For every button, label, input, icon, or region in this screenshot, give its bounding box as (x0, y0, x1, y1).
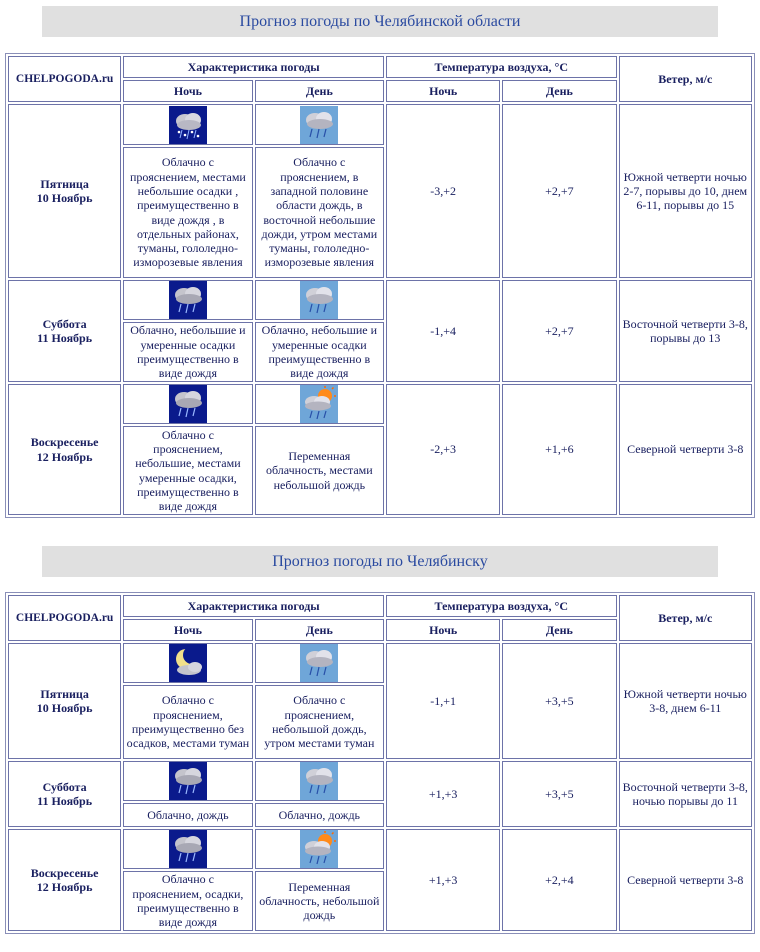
day-weather-icon-cell (255, 761, 384, 801)
sun-rain-clouds-icon (300, 385, 338, 423)
night-weather-description: Облачно, дождь (123, 803, 252, 827)
rain-clouds-icon (300, 644, 338, 682)
day-label (8, 280, 121, 382)
day-weather-icon-cell (255, 829, 384, 869)
wind-value: Восточной четверти 3-8, порывы до 13 (619, 280, 752, 382)
night-rain-clouds-icon (169, 762, 207, 800)
temp-night-value: -2,+3 (386, 384, 500, 515)
night-rain-clouds-icon (169, 281, 207, 319)
night-weather-description: Облачно с прояснением, небольшие, местами умеренные осадки, преимущественно в виде дождя (123, 426, 252, 515)
wind-value: Южной четверти ночью 2-7, порывы до 10, днем 6-11, порывы до 15 (619, 104, 752, 278)
region-forecast-table (5, 53, 755, 518)
night-weather-description: Облачно, небольшие и умеренные осадки преимущественно в виде дождя (123, 322, 252, 382)
weather-characteristic-header: Характеристика погоды (123, 56, 384, 78)
city-forecast-table (5, 592, 755, 934)
site-brand[interactable]: CHELPOGODA.ru (8, 595, 121, 641)
day-label (8, 104, 121, 278)
temp-night-value: +1,+3 (386, 829, 500, 931)
temp-day-value: +3,+5 (502, 761, 616, 827)
day-weather-icon-cell (255, 643, 384, 683)
day-weather-description: Переменная облачность, местами небольшой дождь (255, 426, 384, 515)
temp-day-value: +2,+7 (502, 104, 616, 278)
date: 11 Ноябрь (37, 331, 93, 345)
day-weather-description: Облачно, небольшие и умеренные осадки преимущественно в виде дождя (255, 322, 384, 382)
rain-clouds-icon (300, 106, 338, 144)
wind-value: Восточной четверти 3-8, ночью порывы до 11 (619, 761, 752, 827)
temp-night-value: -1,+4 (386, 280, 500, 382)
air-temperature-header: Температура воздуха, °С (386, 56, 616, 78)
weather-night-header: Ночь (123, 80, 252, 102)
rain-clouds-icon (300, 281, 338, 319)
weekday: Пятница (40, 686, 89, 701)
wind-header: Ветер, м/с (619, 56, 752, 102)
temp-day-value: +2,+7 (502, 280, 616, 382)
night-weather-icon-cell (123, 104, 252, 145)
temp-night-header: Ночь (386, 80, 500, 102)
rain-clouds-icon (300, 762, 338, 800)
weekday: Суббота (42, 316, 87, 331)
weather-day-header: День (255, 619, 384, 641)
weather-day-header: День (255, 80, 384, 102)
weekday: Воскресенье (30, 435, 99, 450)
night-weather-icon-cell (123, 643, 252, 683)
date: 12 Ноябрь (36, 880, 93, 894)
day-weather-description: Переменная облачность, небольшой дождь (255, 871, 384, 931)
wind-value: Южной четверти ночью 3-8, днем 6-11 (619, 643, 752, 759)
temp-day-value: +3,+5 (502, 643, 616, 759)
sun-rain-clouds-icon (300, 830, 338, 868)
day-label (8, 761, 121, 827)
day-weather-icon-cell (255, 384, 384, 424)
air-temperature-header: Температура воздуха, °С (386, 595, 616, 617)
temp-night-value: -1,+1 (386, 643, 500, 759)
temp-day-value: +2,+4 (502, 829, 616, 931)
night-rain-clouds-icon (169, 830, 207, 868)
weather-characteristic-header: Характеристика погоды (123, 595, 384, 617)
temp-day-header: День (502, 619, 616, 641)
temp-day-header: День (502, 80, 616, 102)
night-weather-description: Облачно с прояснением, местами небольшие осадки , преимущественно в виде дождя , в отдельных районах, туманы, гололедно-изморозевые явления (123, 147, 252, 278)
temp-night-header: Ночь (386, 619, 500, 641)
date: 10 Ноябрь (36, 701, 93, 715)
weekday: Пятница (40, 176, 89, 191)
day-label (8, 829, 121, 931)
day-weather-description: Облачно с прояснением, небольшой дождь, утром местами туман (255, 685, 384, 759)
day-weather-description: Облачно, дождь (255, 803, 384, 827)
wind-value: Северной четверти 3-8 (619, 829, 752, 931)
wind-header: Ветер, м/с (619, 595, 752, 641)
date: 11 Ноябрь (37, 794, 93, 808)
date: 12 Ноябрь (36, 449, 93, 464)
night-weather-icon-cell (123, 384, 252, 424)
night-weather-icon-cell (123, 829, 252, 869)
day-weather-icon-cell (255, 104, 384, 145)
night-weather-description: Облачно с прояснением, преимущественно без осадков, местами туман (123, 685, 252, 759)
site-brand[interactable]: CHELPOGODA.ru (8, 56, 121, 102)
city-forecast-title: Прогноз погоды по Челябинску (42, 546, 718, 577)
night-rain-clouds-icon (169, 385, 207, 423)
weather-night-header: Ночь (123, 619, 252, 641)
weekday: Суббота (42, 779, 87, 794)
day-label (8, 384, 121, 515)
night-weather-icon-cell (123, 280, 252, 320)
moon-clouds-icon (169, 644, 207, 682)
date: 10 Ноябрь (36, 191, 93, 205)
temp-day-value: +1,+6 (502, 384, 616, 515)
temp-night-value: -3,+2 (386, 104, 500, 278)
temp-night-value: +1,+3 (386, 761, 500, 827)
day-label (8, 643, 121, 759)
night-weather-description: Облачно с прояснением, осадки, преимущественно в виде дождя (123, 871, 252, 931)
wind-value: Северной четверти 3-8 (619, 384, 752, 515)
day-weather-description: Облачно с прояснением, в западной половине области дождь, в восточной небольшие дожди, утром местами туманы, гололедно-изморозевые явления (255, 147, 384, 278)
region-forecast-title: Прогноз погоды по Челябинской области (42, 6, 718, 37)
night-snow-rain-icon (169, 106, 207, 144)
day-weather-icon-cell (255, 280, 384, 320)
night-weather-icon-cell (123, 761, 252, 801)
weekday: Воскресенье (30, 865, 99, 880)
